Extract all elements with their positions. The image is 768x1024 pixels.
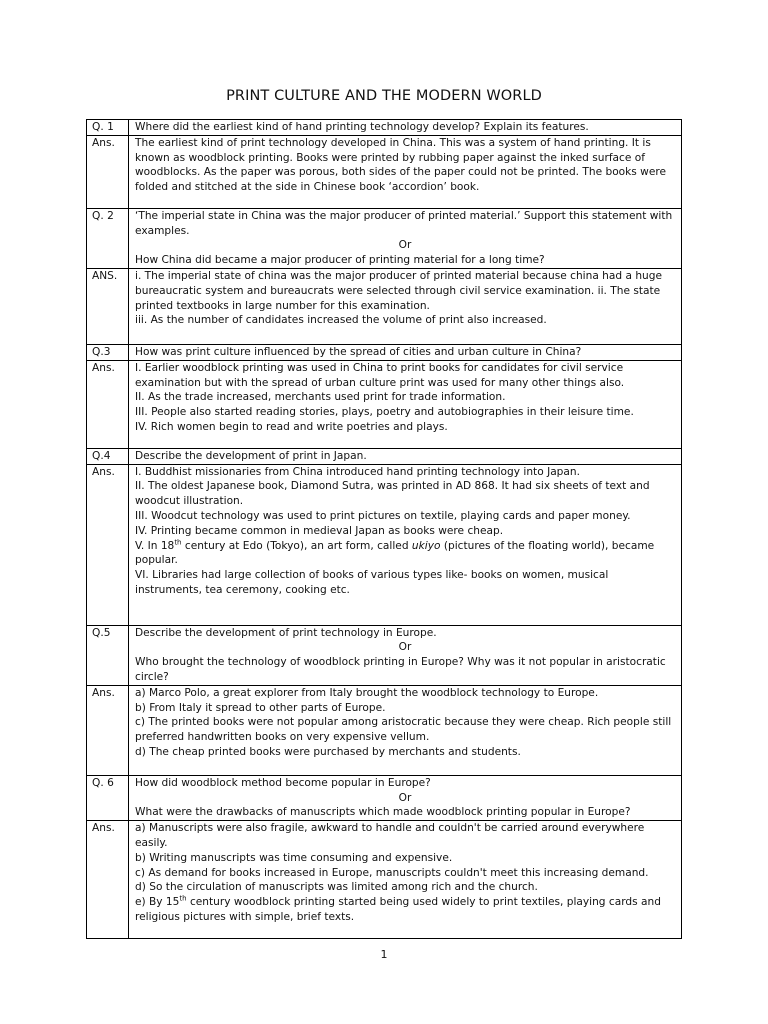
question-row-1: [87, 120, 682, 136]
answer-text: The earliest kind of print technology developed in China. This was a system of hand printing. It is known as woodblock printing. Books were printed by rubbing paper against the inked surface of woodblocks. As the paper was porous, both sides of the paper could not be printed. The books were folded and stitched at the side in Chinese book ‘accordion’ book.: [129, 135, 682, 208]
answer-item: b) From Italy it spread to other parts of Europe.: [135, 701, 386, 714]
answer-item: d) So the circulation of manuscripts was limited among rich and the church.: [135, 881, 538, 894]
answer-item: VI. Libraries had large collection of books of various types like- books on women, musical instruments, tea ceremony, cooking etc.: [135, 569, 609, 596]
or-separator: Or: [398, 791, 412, 804]
question-row-4: [87, 448, 682, 464]
answer-item: V. In 18th century at Edo (Tokyo), an art form, called ukiyo (pictures of the floating world), became popular.: [135, 538, 655, 567]
answer-item: e) By 15th century woodblock printing started being used widely to print textiles, playing cards and religious pictures with simple, brief texts.: [135, 894, 661, 923]
answer-text: i. The imperial state of china was the major producer of printed material because china had a huge bureaucratic system and bureaucrats were selected through civil service examination. ii. The state printed textbooks in large number for this examination. iii. As the number of candidates increased the volume of print also increased.: [129, 268, 682, 344]
answer-row-2: [87, 268, 682, 344]
answer-row-5: [87, 685, 682, 775]
page-title: PRINT CULTURE AND THE MODERN WORLD: [226, 88, 542, 104]
question-text: Describe the development of print in Japan.: [129, 448, 682, 464]
answer-item: c) As demand for books increased in Europe, manuscripts couldn't meet this increasing demand.: [135, 866, 649, 879]
or-separator: Or: [398, 641, 412, 654]
question-label: Q.3: [87, 344, 129, 360]
answer-label: Ans.: [87, 685, 129, 775]
question-label: Q.4: [87, 448, 129, 464]
answer-item: IV. Rich women begin to read and write poetries and plays.: [135, 420, 448, 433]
answer-label: Ans.: [87, 821, 129, 939]
qa-table: [86, 119, 682, 939]
answer-item: I. Earlier woodblock printing was used in China to print books for candidates for civil service examination but with the spread of urban culture print was used for many other things also.: [135, 361, 625, 389]
answer-text: [129, 464, 682, 625]
answer-text: [129, 821, 682, 939]
answer-row-1: [87, 135, 682, 208]
question-label: Q. 2: [87, 208, 129, 268]
answer-label: Ans.: [87, 360, 129, 448]
question-text: How did woodblock method become popular in Europe? Or What were the drawbacks of manuscripts which made woodblock printing popular in Europe?: [129, 775, 682, 820]
question-text: ‘The imperial state in China was the major producer of printed material.’ Support this statement with examples. Or How China did became a major producer of printing material for a long time?: [129, 208, 682, 268]
answer-item: c) The printed books were not popular among aristocratic because they were cheap. Rich people still preferred handwritten books on very expensive vellum.: [135, 716, 672, 744]
answer-row-3: [87, 360, 682, 448]
answer-item: b) Writing manuscripts was time consuming and expensive.: [135, 851, 453, 864]
question-label: Q. 6: [87, 775, 129, 820]
page-number: 1: [380, 948, 388, 961]
answer-row-4: [87, 464, 682, 625]
answer-item: II. The oldest Japanese book, Diamond Sutra, was printed in AD 868. It had six sheets of text and woodcut illustration.: [135, 480, 650, 508]
question-text: How was print culture influenced by the spread of cities and urban culture in China?: [129, 344, 682, 360]
answer-row-6: [87, 821, 682, 939]
answer-label: ANS.: [87, 268, 129, 344]
answer-text: [129, 360, 682, 448]
question-label: Q. 1: [87, 120, 129, 136]
question-row-6: [87, 775, 682, 820]
question-row-5: [87, 625, 682, 685]
answer-item: III. Woodcut technology was used to print pictures on textile, playing cards and paper money.: [135, 509, 631, 522]
answer-item: III. People also started reading stories, plays, poetry and autobiographies in their leisure time.: [135, 406, 634, 419]
answer-item: a) Marco Polo, a great explorer from Italy brought the woodblock technology to Europe.: [135, 686, 599, 699]
question-row-3: [87, 344, 682, 360]
answer-item: I. Buddhist missionaries from China introduced hand printing technology into Japan.: [135, 465, 580, 478]
answer-item: II. As the trade increased, merchants used print for trade information.: [135, 391, 506, 404]
question-text: Describe the development of print technology in Europe. Or Who brought the technology of woodblock printing in Europe? Why was it not popular in aristocratic circle?: [129, 625, 682, 685]
question-row-2: [87, 208, 682, 268]
answer-label: Ans.: [87, 464, 129, 625]
question-text: Where did the earliest kind of hand printing technology develop? Explain its features.: [129, 120, 682, 136]
answer-item: a) Manuscripts were also fragile, awkward to handle and couldn't be carried around everywhere easily.: [135, 822, 645, 849]
answer-label: Ans.: [87, 135, 129, 208]
or-separator: Or: [398, 239, 412, 252]
answer-item: IV. Printing became common in medieval Japan as books were cheap.: [135, 524, 504, 537]
answer-text: [129, 685, 682, 775]
answer-item: d) The cheap printed books were purchased by merchants and students.: [135, 745, 521, 758]
question-label: Q.5: [87, 625, 129, 685]
